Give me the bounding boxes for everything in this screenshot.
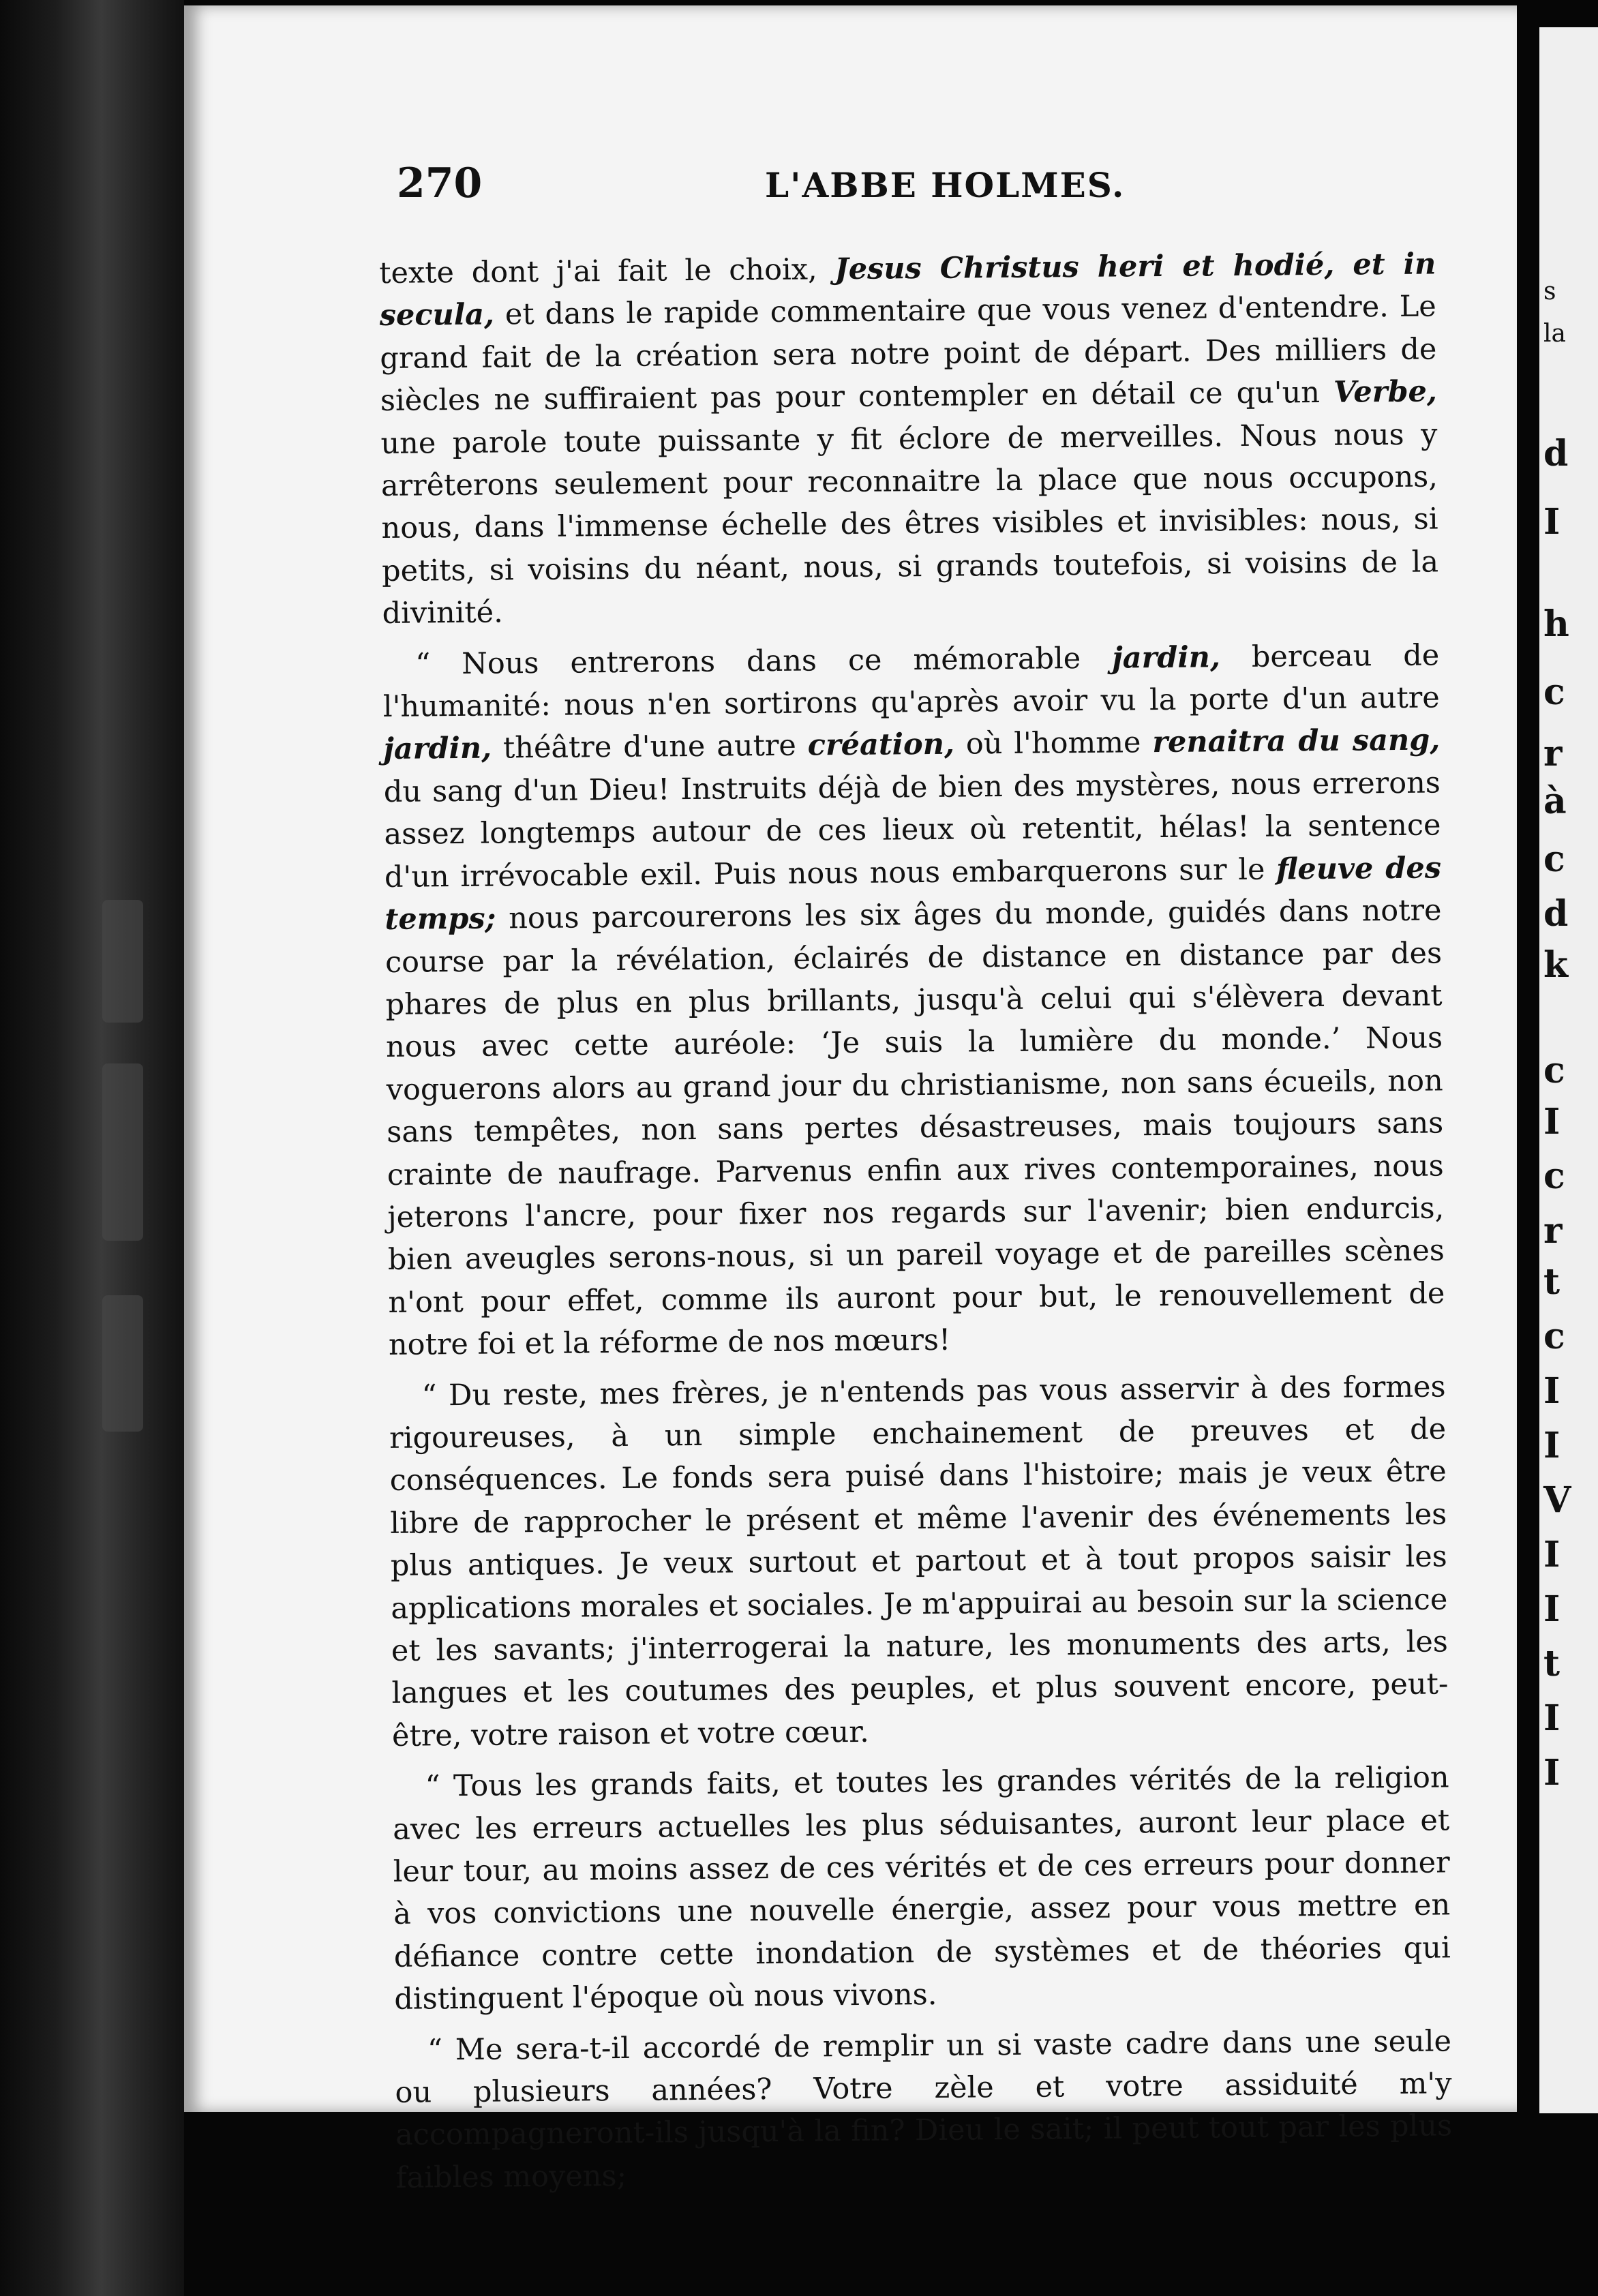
spine-mark (102, 1295, 143, 1432)
fragment-letter: à (1543, 781, 1567, 822)
fragment-letter: d (1543, 893, 1569, 935)
running-title: L'ABBE HOLMES. (765, 165, 1126, 205)
body-text (379, 243, 1453, 2195)
fragment-letter: I (1543, 1534, 1561, 1575)
paragraph: “ Tous les grands faits, et toutes les grandes vérités de la religion avec les erreurs actuelles les plus séduisantes, auront leur place et leur tour, au moins assez de ces vérités et de ces erreurs pour donner à vos convictions une nouvelle énergie, assez pour vous mettre en défiance contre cette inondation de systèmes et de théories qui distinguent l'époque où nous vivons. (392, 1760, 1451, 2017)
fragment-letter: h (1543, 603, 1569, 645)
fragment-letter: I (1543, 1425, 1561, 1466)
fragment-letter: I (1543, 1752, 1561, 1794)
book-cover-edge (0, 0, 184, 2296)
page-number: 270 (397, 160, 483, 207)
adjacent-page-fragment (1539, 27, 1598, 2113)
running-head (397, 160, 1447, 214)
fragment-letter: I (1543, 1697, 1561, 1739)
fragment-letter: c (1543, 1316, 1565, 1357)
fragment-letter: c (1543, 671, 1565, 713)
fragment-letter: d (1543, 433, 1569, 474)
fragment-letter: la (1543, 320, 1566, 348)
paragraph: “ Me sera-t-il accordé de remplir un si vaste cadre dans une seule ou plusieurs années? Votre zèle et votre assiduité m'y accompagneront-ils jusqu'à la fin? Dieu le sait; il peut tout par les plus faibles moyens; (395, 2024, 1453, 2195)
fragment-letter: V (1543, 1479, 1571, 1521)
fragment-letter: I (1543, 1588, 1561, 1630)
fragment-letter: I (1543, 1370, 1561, 1412)
fragment-letter: c (1543, 1155, 1565, 1197)
fragment-letter: r (1543, 1210, 1563, 1252)
fragment-letter: I (1543, 501, 1561, 543)
fragment-letter: c (1543, 1050, 1565, 1091)
fragment-letter: r (1543, 733, 1563, 774)
paragraph: texte dont j'ai fait le choix, Jesus Christus heri et hodié, et in secula, et dans le rapide commentaire que vous venez d'entendre. Le grand fait de la création sera notre point de départ. Des milliers de siècles ne suffiraient pas pour contempler en détail ce qu'un Verbe, une parole toute puissante y fit éclore de merveilles. Nous nous y arrêterons seulement pour reconnaitre la place que nous occupons, nous, dans l'immense échelle des êtres visibles et invisibles: nous, si petits, si voisins du néant, nous, si grands toutefois, si voisins de la divinité. (379, 247, 1439, 631)
fragment-letter: c (1543, 839, 1565, 880)
paragraph: “ Nous entrerons dans ce mémorable jardin, berceau de l'humanité: nous n'en sortirons qu'après avoir vu la porte d'un autre jardin, théâtre d'une autre création, où l'homme renaitra du sang, du sang d'un Dieu! Instruits déjà de bien des mystères, nous errerons assez longtemps autour de ces lieux où retentit, hélas! la sentence d'un irrévocable exil. Puis nous nous embarquerons sur le fleuve des temps; nous parcourerons les six âges du monde, guidés dans notre course par la révélation, éclairés de distance en distance par des phares de plus en plus brillants, jusqu'à celui qui s'élèvera devant nous avec cette auréole: ‘Je suis la lumière du monde.’ Nous voguerons alors au grand jour du christianisme, non sans écueils, non sans tempêtes, non sans pertes désastreuses, mais toujours sans crainte de naufrage. Parvenus enfin aux rives contemporaines, nous jeterons l'ancre, pour fixer nos regards sur l'avenir; bien endurcis, bien aveugles serons-nous, si un pareil voyage et de pareilles scènes n'ont pour effet, comme ils auront pour but, le renouvellement de notre foi et la réforme de nos mœurs! (382, 638, 1445, 1363)
spine-mark (102, 1063, 143, 1241)
spine-mark (102, 900, 143, 1023)
fragment-letter: t (1543, 1643, 1561, 1685)
fragment-letter: k (1543, 944, 1569, 986)
fragment-letter: t (1543, 1261, 1561, 1303)
fragment-letter: s (1543, 277, 1556, 305)
fragment-letter: I (1543, 1101, 1561, 1143)
paragraph: “ Du reste, mes frères, je n'entends pas vous asservir à des formes rigoureuses, à un simple enchainement de preuves et de conséquences. Le fonds sera puisé dans l'histoire; mais je veux être libre de rapprocher le présent et même l'avenir des événements les plus antiques. Je veux surtout et partout et à tout propos saisir les applications morales et sociales. Je m'appuirai au besoin sur la science et les savants; j'interrogerai la nature, les monuments des arts, les langues et les coutumes des peuples, et plus souvent encore, peut-être, votre raison et votre cœur. (389, 1369, 1449, 1753)
